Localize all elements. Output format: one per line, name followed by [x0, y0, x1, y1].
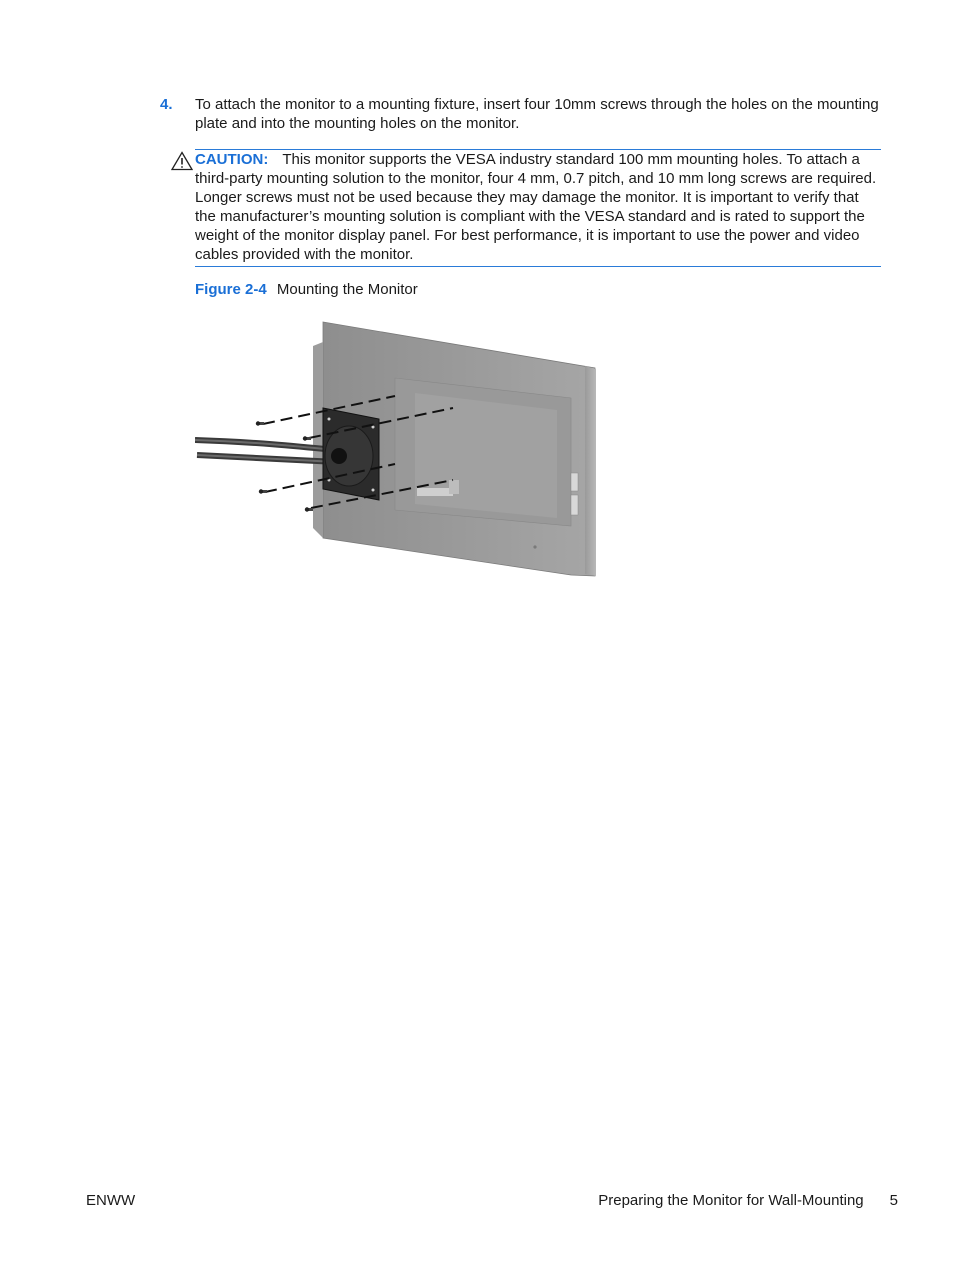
connector-port [449, 480, 459, 494]
screw [259, 489, 267, 493]
plate-hole [328, 418, 331, 421]
monitor-mounting-illustration [195, 318, 605, 580]
side-button [571, 495, 578, 515]
plate-hole [372, 489, 375, 492]
mounting-knob [331, 448, 347, 464]
step-number: 4. [160, 96, 173, 113]
connector-port [417, 488, 453, 496]
figure-caption [195, 280, 418, 299]
screw [256, 421, 264, 425]
footer-section-title: Preparing the Monitor for Wall-Mounting [598, 1192, 864, 1209]
footer-left-text: ENWW [86, 1192, 136, 1209]
step-text: To attach the monitor to a mounting fixture, insert four 10mm screws through the holes on the mounting plate and into the mounting holes on the monitor. [195, 96, 879, 132]
caution-label: CAUTION: [195, 151, 269, 168]
footer-right [598, 1192, 898, 1209]
plate-hole [372, 426, 375, 429]
figure-number: Figure 2-4 [195, 281, 267, 298]
monitor-right-edge [585, 366, 596, 576]
power-led [533, 545, 536, 548]
caution-text: This monitor supports the VESA industry standard 100 mm mounting holes. To attach a third-party mounting solution to the monitor, four 4 mm, 0.7 pitch, and 10 mm long screws are required. Longer screws must not be used because they may damage the monitor. It is important to verify that the manufacturer’s mounting solution is compliant with the VESA standard and is rated to support the weight of the monitor display panel. For best performance, it is important to use the power and video cables provided with the monitor. [195, 151, 877, 263]
page-number: 5 [889, 1192, 898, 1209]
figure-title: Mounting the Monitor [276, 281, 418, 298]
warning-triangle-icon [171, 151, 193, 171]
side-button [571, 473, 578, 491]
monitor-side-bezel [313, 342, 323, 538]
caution-box [195, 149, 881, 267]
